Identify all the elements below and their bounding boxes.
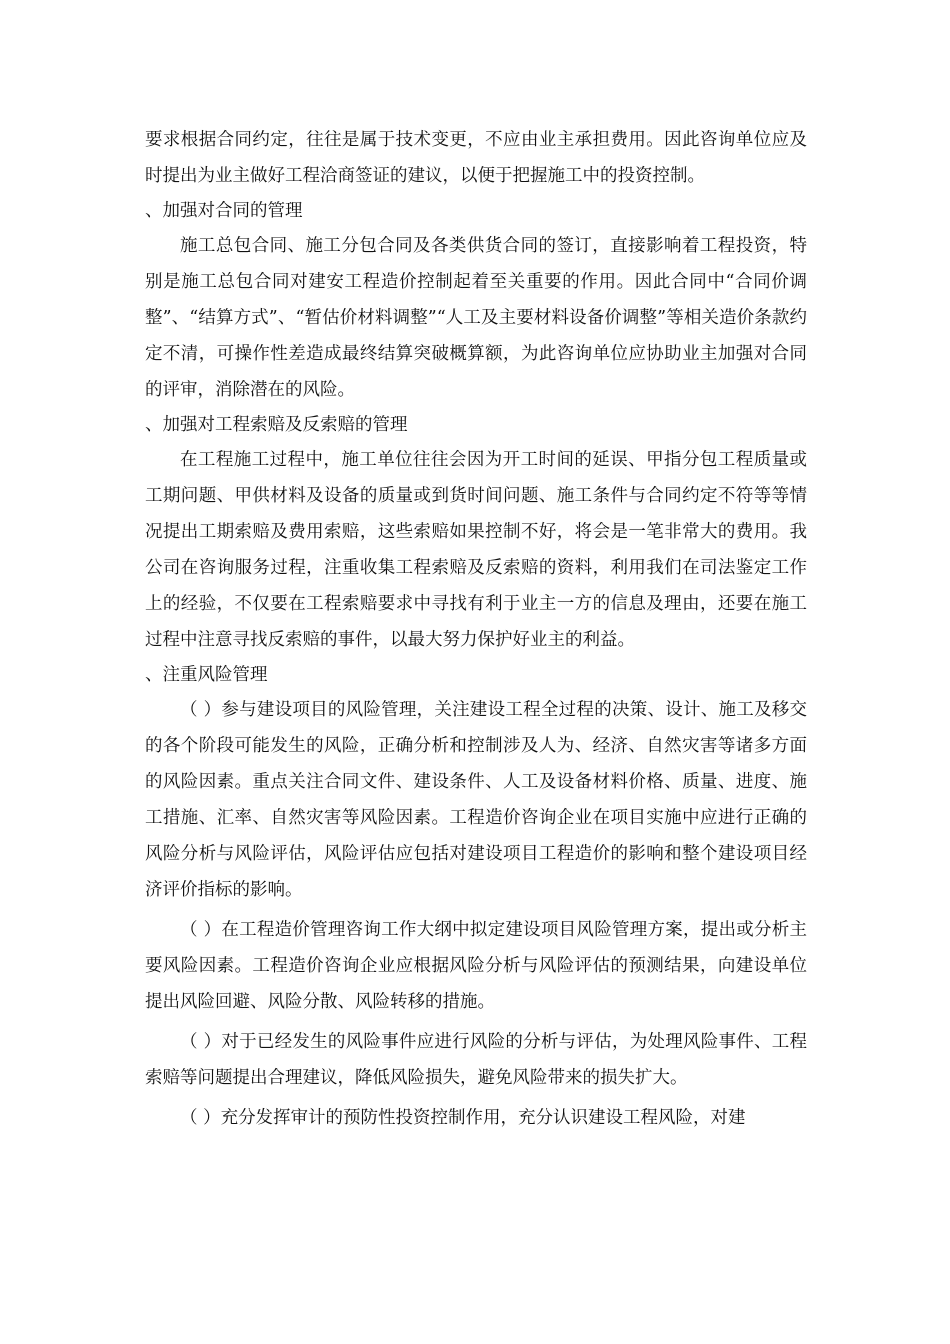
document-body — [145, 122, 807, 1136]
paragraph-risk-item-2: （ ）在工程造价管理咨询工作大纲中拟定建设项目风险管理方案，提出或分析主要风险因素。工程造价咨询企业应根据风险分析与风险评估的预测结果，向建设单位提出风险回避、风险分散、风险转移的措施。 — [145, 920, 807, 1012]
paragraph-claims-management: 在工程施工过程中，施工单位往往会因为开工时间的延误、甲指分包工程质量或工期问题、甲供材料及设备的质量或到货时间问题、施工条件与合同约定不符等等情况提出工期索赔及费用索赔，这些索赔如果控制不好，将会是一笔非常大的费用。我公司在咨询服务过程，注重收集工程索赔及反索赔的资料，利用我们在司法鉴定工作上的经验，不仅要在工程索赔要求中寻找有利于业主一方的信息及理由，还要在施工过程中注意寻找反索赔的事件，以最大努力保护好业主的利益。 — [145, 450, 807, 650]
paragraph-risk-item-4: （ ）充分发挥审计的预防性投资控制作用，充分认识建设工程风险，对建 — [180, 1108, 746, 1128]
section-heading-risk-management: 、注重风险管理 — [145, 665, 268, 685]
paragraph-contract-management: 施工总包合同、施工分包合同及各类供货合同的签订，直接影响着工程投资，特别是施工总包合同对建安工程造价控制起着至关重要的作用。因此合同中“合同价调整”、“结算方式”、“暂估价材料调整”“人工及主要材料设备价调整”等相关造价条款约定不清，可操作性差造成最终结算突破概算额，为此咨询单位应协助业主加强对合同的评审，消除潜在的风险。 — [145, 236, 807, 400]
paragraph-continuation: 要求根据合同约定，往往是属于技术变更，不应由业主承担费用。因此咨询单位应及时提出为业主做好工程洽商签证的建议，以便于把握施工中的投资控制。 — [145, 130, 807, 186]
section-heading-claims-management: 、加强对工程索赔及反索赔的管理 — [145, 415, 408, 435]
paragraph-risk-item-3: （ ）对于已经发生的风险事件应进行风险的分析与评估，为处理风险事件、工程索赔等问题提出合理建议，降低风险损失，避免风险带来的损失扩大。 — [145, 1032, 807, 1088]
section-heading-contract-management: 、加强对合同的管理 — [145, 201, 303, 221]
paragraph-risk-item-1: （ ）参与建设项目的风险管理，关注建设工程全过程的决策、设计、施工及移交的各个阶段可能发生的风险，正确分析和控制涉及人为、经济、自然灾害等诸多方面的风险因素。重点关注合同文件、建设条件、人工及设备材料价格、质量、进度、施工措施、汇率、自然灾害等风险因素。工程造价咨询企业在项目实施中应进行正确的风险分析与风险评估，风险评估应包括对建设项目工程造价的影响和整个建设项目经济评价指标的影响。 — [145, 700, 807, 900]
